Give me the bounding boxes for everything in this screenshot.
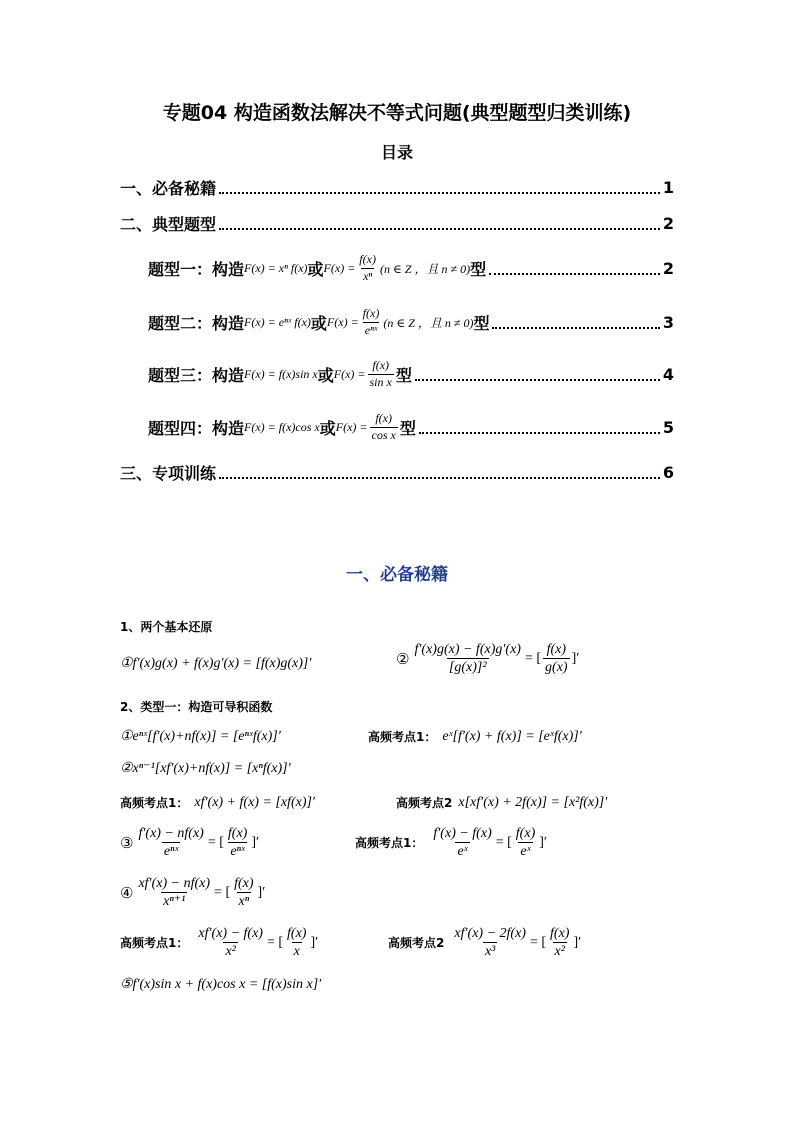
toc-leader (219, 465, 660, 479)
fraction-denominator: x² (225, 944, 236, 960)
toc-item-2[interactable] (120, 208, 674, 238)
subsection-heading: 2、类型一：构造可导积函数 (120, 700, 273, 714)
toc-fraction (370, 412, 398, 441)
fraction-denominator: g(x) (545, 660, 568, 676)
toc-item-type4[interactable] (148, 409, 674, 445)
toc-page-number: 4 (662, 364, 674, 384)
fraction-numerator: f(x) (227, 826, 248, 841)
fraction-denominator: x (293, 944, 300, 960)
formula-equals: = [ (495, 834, 512, 850)
formula-close: ]′ (257, 884, 266, 900)
fraction-numerator: f(x) (362, 306, 380, 321)
toc-formula-left: F(x) = (333, 366, 366, 381)
toc-condition: (n ∈ Z ，且 n ≠ 0) (383, 315, 474, 330)
toc-item-label (148, 307, 489, 336)
toc-item-type1[interactable] (148, 250, 674, 286)
toc-leader (219, 180, 660, 194)
subsection-heading: 1、两个基本还原 (120, 620, 213, 634)
formula-close: ]′ (573, 934, 582, 950)
toc-leader (419, 420, 660, 434)
high-freq-formula: x[xf′(x) + 2f(x)] = [x²f(x)]′ (458, 794, 608, 810)
formula-fraction (514, 826, 537, 860)
formula-fraction (285, 926, 308, 960)
fraction-numerator: f(x) (515, 826, 536, 841)
toc-page-number: 6 (662, 462, 674, 482)
toc-fraction (357, 253, 378, 282)
high-freq-label: 高频考点2 (388, 936, 445, 951)
toc-item-label: 一、必备秘籍 (120, 178, 217, 198)
toc-formula-left: F(x) = (335, 419, 368, 434)
toc-or: 或 (307, 259, 324, 279)
fraction-denominator: xⁿ (363, 268, 373, 283)
toc-page-number: 3 (662, 312, 674, 332)
toc-item-label (148, 412, 416, 441)
fraction-numerator: f(x) (550, 926, 570, 941)
formula-equals: = [ (207, 834, 224, 850)
toc-page-number: 2 (662, 213, 674, 233)
formula-product-rule: ①f′(x)g(x) + f(x)g′(x) = [f(x)g(x)]′ (120, 656, 312, 671)
page-title: 专题04 构造函数法解决不等式问题(典型题型归类训练) (162, 102, 632, 124)
toc-item-label (148, 253, 486, 282)
toc-leader (492, 315, 659, 329)
formula-equals: = [ (524, 650, 542, 666)
formula-close: ]′ (571, 650, 580, 666)
fraction-numerator: f(x) (375, 411, 392, 426)
formula-quotient-rule (396, 642, 579, 676)
section-heading: 一、必备秘籍 (346, 565, 448, 585)
high-freq-label: 高频考点2 (396, 796, 453, 810)
formula-marker: ③ (120, 833, 134, 852)
high-freq-label: 高频考点1： (120, 936, 189, 951)
toc-page-number: 2 (662, 258, 674, 278)
high-freq-label: 高频考点1： (355, 836, 424, 851)
toc-page-number: 1 (662, 177, 674, 197)
formula-marker: ② (396, 649, 410, 668)
fraction-numerator: f(x) (372, 358, 390, 373)
toc-suffix: 型 (470, 259, 487, 279)
formula-fraction (452, 926, 528, 960)
formula-sine-product: ⑤f′(x)sin x + f(x)cos x = [f(x)sin x]′ (120, 977, 322, 992)
fraction-numerator: f′(x) − f(x) (433, 826, 492, 841)
toc-prefix: 题型一：构造 (148, 259, 245, 279)
toc-formula: F(x) = f(x)sin x (244, 366, 318, 381)
toc-item-type2[interactable] (148, 304, 674, 340)
toc-leader (415, 367, 660, 381)
fraction-numerator: f(x) (234, 876, 254, 891)
formula-hf-power2 (396, 794, 607, 811)
formula-type1-exp: ①eⁿˣ[f′(x)+nf(x)] = [eⁿˣf(x)]′ (120, 729, 281, 744)
toc-or: 或 (319, 418, 336, 438)
fraction-denominator: eˣ (457, 844, 468, 860)
fraction-numerator: f(x) (546, 642, 567, 657)
fraction-denominator: eⁿˣ (230, 844, 245, 860)
high-freq-formula: eˣ[f′(x) + f(x)] = [eˣf(x)]′ (442, 728, 582, 744)
fraction-denominator: [g(x)]² (448, 660, 487, 676)
high-freq-label: 高频考点1： (120, 796, 189, 810)
formula-fraction (196, 926, 265, 960)
toc-item-label (148, 359, 412, 388)
formula-hf-quotient-power2 (388, 926, 581, 960)
formula-equals: = [ (214, 884, 231, 900)
fraction-denominator: cos x (371, 427, 396, 442)
toc-formula-left: F(x) = (326, 314, 359, 329)
toc-fraction (368, 359, 394, 388)
high-freq-label: 高频考点1： (368, 730, 437, 744)
formula-hf-quotient-power1 (120, 926, 318, 960)
fraction-numerator: xf′(x) − 2f(x) (454, 926, 526, 941)
formula-equals: = [ (266, 934, 284, 950)
formula-fraction (226, 826, 249, 860)
toc-page-number: 5 (662, 417, 674, 437)
toc-suffix: 型 (473, 313, 490, 333)
fraction-denominator: eˣ (520, 844, 531, 860)
fraction-numerator: xf′(x) − nf(x) (138, 876, 211, 891)
formula-fraction (232, 876, 255, 910)
fraction-numerator: f(x) (359, 252, 376, 267)
high-freq-formula: xf′(x) + f(x) = [xf(x)]′ (194, 794, 315, 810)
fraction-denominator: eⁿˣ (364, 322, 378, 337)
fraction-denominator: xⁿ (238, 894, 250, 910)
fraction-numerator: f(x) (287, 926, 307, 941)
toc-formula: F(x) = xⁿ f(x) (244, 260, 308, 275)
toc-condition: (n ∈ Z ，且 n ≠ 0) (379, 261, 471, 276)
toc-leader (219, 216, 660, 230)
toc-item-3[interactable] (120, 457, 674, 487)
fraction-numerator: f′(x)g(x) − f(x)g′(x) (414, 642, 521, 657)
fraction-denominator: xⁿ⁺¹ (163, 894, 186, 910)
toc-leader (489, 261, 660, 275)
fraction-numerator: f′(x) − nf(x) (138, 826, 204, 841)
toc-fraction (361, 307, 382, 336)
formula-hf-exp (368, 728, 582, 745)
formula-quotient-exp (120, 826, 259, 860)
toc-item-label: 三、专项训练 (120, 463, 217, 483)
toc-formula: F(x) = eⁿˣ f(x) (244, 314, 311, 329)
formula-hf-quotient-exp (355, 826, 547, 860)
toc-prefix: 题型二：构造 (148, 313, 245, 333)
toc-heading: 目录 (380, 143, 413, 162)
fraction-denominator: sin x (369, 374, 392, 389)
formula-fraction (543, 642, 570, 676)
toc-item-1[interactable] (120, 172, 674, 202)
toc-formula-left: F(x) = (323, 260, 356, 275)
toc-suffix: 型 (395, 365, 412, 385)
formula-marker: ④ (120, 883, 134, 902)
formula-fraction (136, 876, 212, 910)
toc-or: 或 (310, 313, 327, 333)
formula-hf-power1 (120, 794, 315, 811)
toc-formula: F(x) = f(x)cos x (244, 419, 320, 434)
fraction-denominator: x³ (484, 944, 496, 960)
formula-fraction (431, 826, 493, 860)
fraction-denominator: eⁿˣ (163, 844, 179, 860)
toc-suffix: 型 (399, 418, 416, 438)
fraction-denominator: x² (554, 944, 565, 960)
toc-item-label: 二、典型题型 (120, 214, 217, 234)
formula-quotient-power (120, 876, 265, 910)
fraction-numerator: xf′(x) − f(x) (198, 926, 263, 941)
formula-fraction (136, 826, 205, 860)
formula-close: ]′ (539, 834, 547, 850)
toc-prefix: 题型四：构造 (148, 418, 245, 438)
formula-close: ]′ (310, 934, 319, 950)
toc-prefix: 题型三：构造 (148, 365, 245, 385)
formula-fraction (412, 642, 523, 676)
formula-type1-power: ②xⁿ⁻¹[xf′(x)+nf(x)] = [xⁿf(x)]′ (120, 761, 291, 776)
toc-or: 或 (317, 365, 334, 385)
formula-close: ]′ (251, 834, 260, 850)
formula-equals: = [ (529, 934, 547, 950)
formula-fraction (548, 926, 571, 960)
toc-item-type3[interactable] (148, 356, 674, 392)
